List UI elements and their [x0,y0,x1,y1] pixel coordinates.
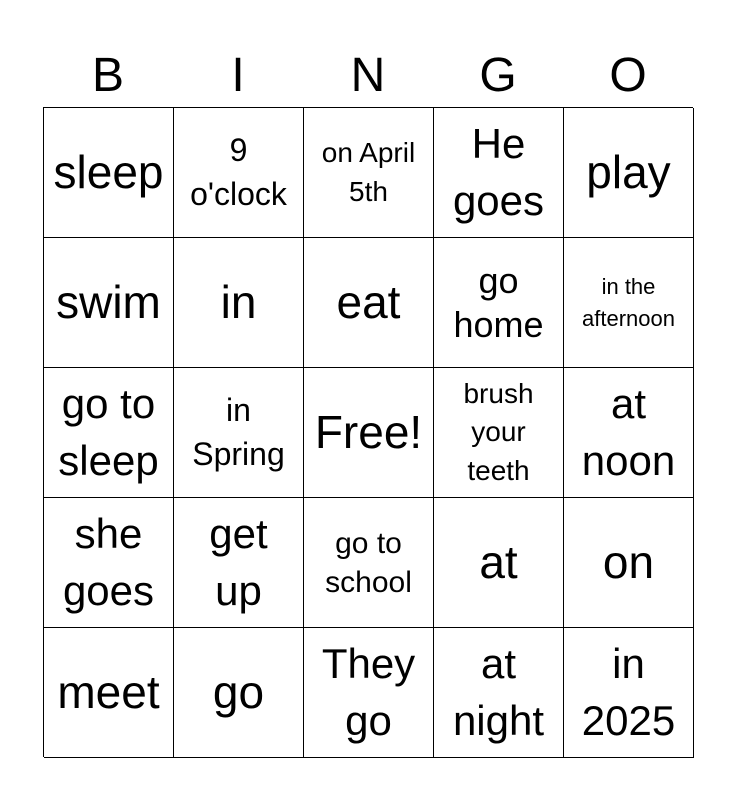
cell-text: 9 o'clock [190,132,287,212]
bingo-cell free-space-candidate[interactable] [564,238,694,368]
cell-text: in [220,275,257,328]
bingo-cell[interactable] [434,108,564,238]
cell-text: They go [321,639,416,744]
header-letter-n: N [350,49,386,102]
bingo-cell[interactable] [174,368,304,498]
bingo-cell[interactable] [174,238,304,368]
bingo-cell[interactable] [44,238,174,368]
cell-text: in Spring [192,392,285,472]
cell-text: at noon [581,379,676,484]
header-letter-o: O [609,49,647,102]
cell-text: get up [209,509,268,614]
bingo-cell[interactable] [304,238,434,368]
bingo-cell[interactable] [434,498,564,628]
bingo-cell[interactable] [564,498,694,628]
cell-text: on April 5th [321,136,416,207]
cell-text: go [212,665,265,718]
header-letter-b: B [91,49,124,102]
bingo-cell[interactable] [434,368,564,498]
cell-text: go to school [325,526,412,599]
free-space-cell[interactable] [304,368,434,498]
cell-text: play [586,145,671,198]
cell-text: at [479,535,518,588]
bingo-board [43,107,693,757]
free-space-text: Free! [314,405,423,458]
cell-text: sleep [53,145,164,198]
bingo-cell[interactable] [174,628,304,758]
bingo-cell[interactable] [304,498,434,628]
bingo-cell[interactable] [564,368,694,498]
header-letter-i: I [231,49,245,102]
bingo-cell[interactable] [434,238,564,368]
cell-text: He goes [452,119,545,224]
cell-text: go home [453,259,544,345]
bingo-cell[interactable] [564,108,694,238]
cell-text: at night [452,639,545,744]
cell-text: eat [336,275,401,328]
bingo-cell[interactable] [174,498,304,628]
bingo-cell[interactable] [304,108,434,238]
bingo-cell[interactable] [174,108,304,238]
bingo-cell[interactable] [44,628,174,758]
cell-text: on [602,535,655,588]
bingo-cell[interactable] [44,368,174,498]
cell-text: in 2025 [581,639,676,744]
bingo-cell[interactable] [304,628,434,758]
cell-text: swim [56,275,161,328]
bingo-cell[interactable] [564,628,694,758]
bingo-cell[interactable] [44,498,174,628]
bingo-cell[interactable] [434,628,564,758]
header-letter-g: G [479,49,517,102]
cell-text: meet [57,665,160,718]
bingo-header [43,44,693,108]
cell-text: she goes [62,509,155,614]
cell-text: go to sleep [58,379,159,484]
cell-text: in the afternoon [582,274,675,331]
cell-text: brush your teeth [463,377,534,486]
bingo-cell[interactable] [44,108,174,238]
